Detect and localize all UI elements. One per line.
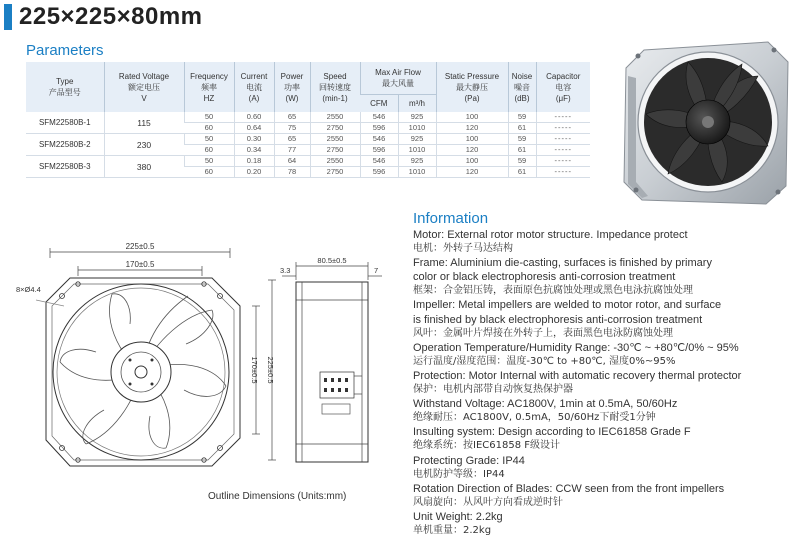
info-line: Withstand Voltage: AC1800V, 1min at 0.5mA, 50/60Hz bbox=[413, 398, 678, 411]
info-line: Protecting Grade: IP44 bbox=[413, 454, 525, 467]
info-line: Unit Weight: 2.2kg bbox=[413, 510, 503, 523]
cell-noise: 61 bbox=[508, 145, 536, 156]
info-line: 运行温度/湿度范围：温度-30℃ to +80℃, 湿度0%~95% bbox=[413, 355, 676, 367]
cell-speed: 2550 bbox=[310, 156, 360, 167]
cell-capacitor: ----- bbox=[536, 145, 590, 156]
header-frequency: Frequency 频率 HZ bbox=[184, 62, 234, 112]
info-line: 框架：合金铝压铸，表面原色抗腐蚀处理或黑色电泳抗腐蚀处理 bbox=[413, 285, 693, 297]
cell-current: 0.18 bbox=[234, 156, 274, 167]
information-list bbox=[413, 228, 798, 538]
cell-power: 75 bbox=[274, 123, 310, 134]
header-airflow: Max Air Flow 最大风量 bbox=[360, 62, 436, 95]
table-row bbox=[26, 134, 590, 145]
header-airflow-cfm: CFM bbox=[360, 95, 398, 113]
dim-outer-height-label: 225±0.5 bbox=[266, 356, 275, 384]
cell-current: 0.64 bbox=[234, 123, 274, 134]
cell-current: 0.60 bbox=[234, 112, 274, 123]
cell-voltage: 115 bbox=[104, 112, 184, 134]
header-airflow-m3h: m³/h bbox=[398, 95, 436, 113]
cell-capacitor: ----- bbox=[536, 156, 590, 167]
cell-speed: 2750 bbox=[310, 167, 360, 178]
page-title: 225×225×80mm bbox=[19, 3, 203, 30]
header-pressure: Static Pressure 最大静压 (Pa) bbox=[436, 62, 508, 112]
parameters-heading: Parameters bbox=[26, 42, 104, 59]
dim-outer-width-label: 225±0.5 bbox=[125, 242, 155, 251]
outline-caption: Outline Dimensions (Units:mm) bbox=[208, 491, 347, 502]
cell-speed: 2550 bbox=[310, 134, 360, 145]
cell-speed: 2750 bbox=[310, 123, 360, 134]
cell-noise: 59 bbox=[508, 156, 536, 167]
dim-side-left-label: 3.3 bbox=[280, 266, 291, 275]
info-line: 单机重量：2.2kg bbox=[413, 524, 492, 536]
cell-voltage: 230 bbox=[104, 134, 184, 156]
info-line: color or black electrophoresis anti-corrosion treatment bbox=[413, 271, 676, 284]
info-line: 风叶：金属叶片焊接在外转子上，表面黑色电泳防腐蚀处理 bbox=[413, 327, 673, 339]
cell-pressure: 120 bbox=[436, 145, 508, 156]
fan-product-photo bbox=[618, 36, 794, 208]
cell-capacitor: ----- bbox=[536, 112, 590, 123]
cell-cfm: 546 bbox=[360, 134, 398, 145]
info-line: Impeller: Metal impellers are welded to motor rotor, and surface bbox=[413, 299, 722, 312]
front-outline-drawing bbox=[16, 240, 282, 478]
table-row bbox=[26, 156, 590, 167]
header-current: Current 电流 (A) bbox=[234, 62, 274, 112]
info-line: is finished by black electrophoresis anti-corrosion treatment bbox=[413, 313, 703, 326]
cell-speed: 2550 bbox=[310, 112, 360, 123]
cell-pressure: 100 bbox=[436, 134, 508, 145]
info-line: 风扇旋向：从风叶方向看成逆时针 bbox=[413, 496, 563, 508]
cell-cfm: 596 bbox=[360, 145, 398, 156]
header-speed: Speed 回转速度 (min-1) bbox=[310, 62, 360, 112]
info-line: 电机防护等级：IP44 bbox=[413, 468, 505, 480]
info-line: 电机：外转子马达结构 bbox=[413, 243, 513, 255]
cell-power: 65 bbox=[274, 112, 310, 123]
parameters-table-body bbox=[26, 112, 590, 178]
cell-frequency: 60 bbox=[184, 145, 234, 156]
cell-power: 77 bbox=[274, 145, 310, 156]
cell-noise: 61 bbox=[508, 123, 536, 134]
cell-frequency: 60 bbox=[184, 167, 234, 178]
cell-noise: 59 bbox=[508, 134, 536, 145]
cell-current: 0.30 bbox=[234, 134, 274, 145]
dim-inner-width-label: 170±0.5 bbox=[125, 260, 155, 269]
header-type: Type 产品型号 bbox=[26, 62, 104, 112]
cell-cfm: 596 bbox=[360, 123, 398, 134]
title-accent-bar bbox=[4, 4, 12, 30]
cell-m3h: 1010 bbox=[398, 167, 436, 178]
info-line: Operation Temperature/Humidity Range: -30℃ ~ +80℃/0% ~ 95% bbox=[413, 341, 739, 354]
cell-noise: 59 bbox=[508, 112, 536, 123]
cell-cfm: 546 bbox=[360, 112, 398, 123]
cell-pressure: 120 bbox=[436, 167, 508, 178]
cell-m3h: 1010 bbox=[398, 145, 436, 156]
info-line: Insulting system: Design according to IEC61858 Grade F bbox=[413, 426, 691, 439]
side-outline-drawing bbox=[276, 254, 386, 466]
info-line: Motor: External rotor motor structure. Impedance protect bbox=[413, 229, 688, 241]
cell-cfm: 596 bbox=[360, 167, 398, 178]
information-heading: Information bbox=[413, 210, 489, 227]
parameters-table bbox=[26, 62, 590, 178]
cell-frequency: 50 bbox=[184, 156, 234, 167]
cell-pressure: 100 bbox=[436, 156, 508, 167]
cell-capacitor: ----- bbox=[536, 123, 590, 134]
cell-power: 65 bbox=[274, 134, 310, 145]
header-voltage: Rated Voltage 额定电压 V bbox=[104, 62, 184, 112]
cell-speed: 2750 bbox=[310, 145, 360, 156]
info-line: Frame: Aluminium die-casting, surfaces is finished by primary bbox=[413, 257, 712, 270]
header-capacitor: Capacitor 电容 (μF) bbox=[536, 62, 590, 112]
info-line: 绝缘系统：按IEC61858 F级设计 bbox=[413, 440, 560, 452]
info-line: 绝缘耐压：AC1800V, 0.5mA，50/60Hz下耐受1分钟 bbox=[413, 412, 656, 424]
cell-model-type: SFM22580B-1 bbox=[26, 112, 104, 134]
cell-noise: 61 bbox=[508, 167, 536, 178]
cell-pressure: 100 bbox=[436, 112, 508, 123]
dim-side-width-label: 80.5±0.5 bbox=[317, 256, 347, 265]
cell-m3h: 925 bbox=[398, 156, 436, 167]
cell-model-type: SFM22580B-3 bbox=[26, 156, 104, 178]
cell-current: 0.34 bbox=[234, 145, 274, 156]
cell-power: 64 bbox=[274, 156, 310, 167]
table-row bbox=[26, 112, 590, 123]
info-line: Rotation Direction of Blades: CCW seen from the front impellers bbox=[413, 482, 725, 495]
cell-capacitor: ----- bbox=[536, 167, 590, 178]
cell-frequency: 50 bbox=[184, 112, 234, 123]
cell-m3h: 925 bbox=[398, 112, 436, 123]
hole-label: 8×Ø4.4 bbox=[16, 285, 41, 294]
cell-voltage: 380 bbox=[104, 156, 184, 178]
cell-model-type: SFM22580B-2 bbox=[26, 134, 104, 156]
title-bar bbox=[4, 4, 203, 30]
cell-m3h: 1010 bbox=[398, 123, 436, 134]
cell-frequency: 50 bbox=[184, 134, 234, 145]
cell-current: 0.20 bbox=[234, 167, 274, 178]
dim-inner-height-label: 170±0.5 bbox=[250, 356, 259, 384]
cell-capacitor: ----- bbox=[536, 134, 590, 145]
info-line: 保护：电机内部带自动恢复热保护器 bbox=[413, 384, 573, 396]
cell-m3h: 925 bbox=[398, 134, 436, 145]
dim-side-right-label: 7 bbox=[374, 266, 379, 275]
info-line: Protection: Motor Internal with automatic recovery thermal protector bbox=[413, 369, 742, 382]
cell-pressure: 120 bbox=[436, 123, 508, 134]
cell-frequency: 60 bbox=[184, 123, 234, 134]
cell-cfm: 546 bbox=[360, 156, 398, 167]
header-noise: Noise 噪音 (dB) bbox=[508, 62, 536, 112]
cell-power: 78 bbox=[274, 167, 310, 178]
header-power: Power 功率 (W) bbox=[274, 62, 310, 112]
